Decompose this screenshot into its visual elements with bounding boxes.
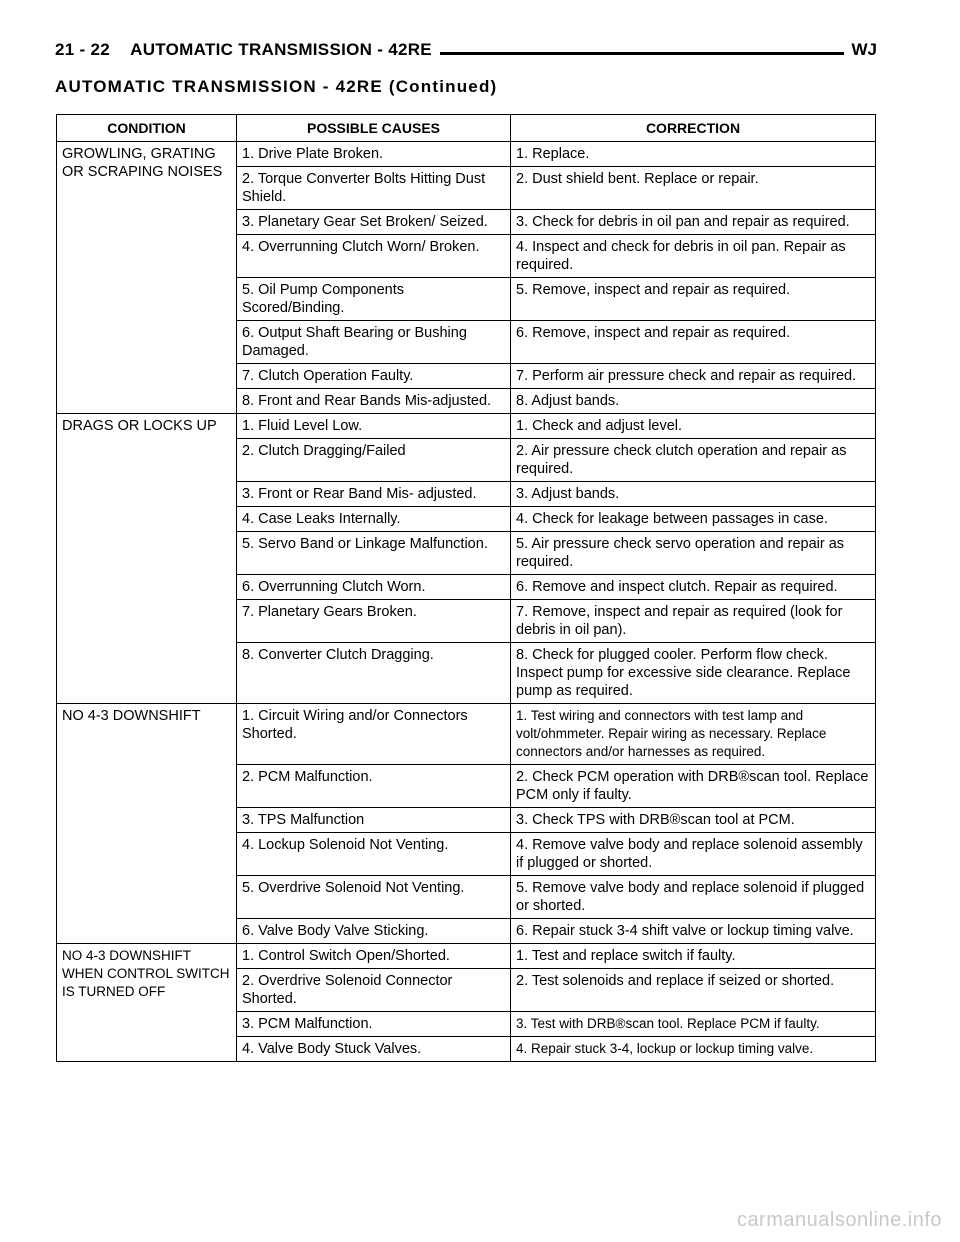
cause-cell: 7. Planetary Gears Broken. xyxy=(237,600,511,643)
header-title: AUTOMATIC TRANSMISSION - 42RE xyxy=(130,40,432,59)
header-model: WJ xyxy=(844,40,878,60)
correction-cell: 6. Remove and inspect clutch. Repair as required. xyxy=(511,575,876,600)
column-header-causes: POSSIBLE CAUSES xyxy=(237,115,511,142)
table-row xyxy=(57,944,876,969)
cause-cell: 6. Valve Body Valve Sticking. xyxy=(237,919,511,944)
correction-cell: 1. Check and adjust level. xyxy=(511,414,876,439)
table-row xyxy=(57,142,876,167)
correction-cell: 8. Adjust bands. xyxy=(511,389,876,414)
diagnosis-table xyxy=(56,114,876,1062)
correction-cell: 6. Repair stuck 3-4 shift valve or lockup timing valve. xyxy=(511,919,876,944)
page-number: 21 - 22 xyxy=(55,40,111,59)
correction-cell: 2. Check PCM operation with DRB®scan tool. Replace PCM only if faulty. xyxy=(511,765,876,808)
correction-cell: 7. Remove, inspect and repair as required (look for debris in oil pan). xyxy=(511,600,876,643)
correction-cell: 1. Replace. xyxy=(511,142,876,167)
cause-cell: 1. Control Switch Open/Shorted. xyxy=(237,944,511,969)
correction-cell: 2. Test solenoids and replace if seized or shorted. xyxy=(511,969,876,1012)
cause-cell: 5. Oil Pump Components Scored/Binding. xyxy=(237,278,511,321)
condition-cell: NO 4-3 DOWNSHIFT xyxy=(57,704,237,944)
correction-cell: 3. Check TPS with DRB®scan tool at PCM. xyxy=(511,808,876,833)
correction-cell: 8. Check for plugged cooler. Perform flow check. Inspect pump for excessive side clearance. Replace pump as required. xyxy=(511,643,876,704)
column-header-correction: CORRECTION xyxy=(511,115,876,142)
cause-cell: 7. Clutch Operation Faulty. xyxy=(237,364,511,389)
cause-cell: 5. Servo Band or Linkage Malfunction. xyxy=(237,532,511,575)
cause-cell: 2. PCM Malfunction. xyxy=(237,765,511,808)
condition-cell: NO 4-3 DOWNSHIFT WHEN CONTROL SWITCH IS TURNED OFF xyxy=(57,944,237,1062)
cause-cell: 4. Case Leaks Internally. xyxy=(237,507,511,532)
table-header-row xyxy=(57,115,876,142)
correction-cell: 2. Dust shield bent. Replace or repair. xyxy=(511,167,876,210)
cause-cell: 8. Front and Rear Bands Mis-adjusted. xyxy=(237,389,511,414)
correction-cell: 5. Air pressure check servo operation and repair as required. xyxy=(511,532,876,575)
cause-cell: 3. Planetary Gear Set Broken/ Seized. xyxy=(237,210,511,235)
correction-cell: 2. Air pressure check clutch operation and repair as required. xyxy=(511,439,876,482)
correction-cell: 3. Test with DRB®scan tool. Replace PCM if faulty. xyxy=(511,1012,876,1037)
correction-cell: 6. Remove, inspect and repair as required. xyxy=(511,321,876,364)
section-title: AUTOMATIC TRANSMISSION - 42RE (Continued) xyxy=(55,77,498,96)
correction-cell: 7. Perform air pressure check and repair as required. xyxy=(511,364,876,389)
cause-cell: 2. Torque Converter Bolts Hitting Dust Shield. xyxy=(237,167,511,210)
table-row xyxy=(57,704,876,765)
correction-cell: 1. Test wiring and connectors with test lamp and volt/ohmmeter. Repair wiring as necessary. Replace connectors and/or harnesses as required. xyxy=(511,704,876,765)
cause-cell: 2. Clutch Dragging/Failed xyxy=(237,439,511,482)
cause-cell: 1. Fluid Level Low. xyxy=(237,414,511,439)
cause-cell: 5. Overdrive Solenoid Not Venting. xyxy=(237,876,511,919)
correction-cell: 4. Check for leakage between passages in case. xyxy=(511,507,876,532)
correction-cell: 5. Remove, inspect and repair as required. xyxy=(511,278,876,321)
page-header xyxy=(55,40,877,66)
cause-cell: 6. Overrunning Clutch Worn. xyxy=(237,575,511,600)
correction-cell: 4. Remove valve body and replace solenoid assembly if plugged or shorted. xyxy=(511,833,876,876)
cause-cell: 3. PCM Malfunction. xyxy=(237,1012,511,1037)
cause-cell: 6. Output Shaft Bearing or Bushing Damaged. xyxy=(237,321,511,364)
header-left xyxy=(55,40,440,60)
table-row xyxy=(57,414,876,439)
cause-cell: 1. Drive Plate Broken. xyxy=(237,142,511,167)
cause-cell: 3. Front or Rear Band Mis- adjusted. xyxy=(237,482,511,507)
cause-cell: 1. Circuit Wiring and/or Connectors Shorted. xyxy=(237,704,511,765)
correction-cell: 4. Inspect and check for debris in oil pan. Repair as required. xyxy=(511,235,876,278)
correction-cell: 3. Adjust bands. xyxy=(511,482,876,507)
correction-cell: 4. Repair stuck 3-4, lockup or lockup timing valve. xyxy=(511,1037,876,1062)
cause-cell: 4. Overrunning Clutch Worn/ Broken. xyxy=(237,235,511,278)
correction-cell: 5. Remove valve body and replace solenoid if plugged or shorted. xyxy=(511,876,876,919)
cause-cell: 2. Overdrive Solenoid Connector Shorted. xyxy=(237,969,511,1012)
condition-cell: GROWLING, GRATING OR SCRAPING NOISES xyxy=(57,142,237,414)
table-body xyxy=(57,142,876,1062)
column-header-condition: CONDITION xyxy=(57,115,237,142)
correction-cell: 1. Test and replace switch if faulty. xyxy=(511,944,876,969)
cause-cell: 8. Converter Clutch Dragging. xyxy=(237,643,511,704)
watermark: carmanualsonline.info xyxy=(736,1209,942,1231)
condition-cell: DRAGS OR LOCKS UP xyxy=(57,414,237,704)
cause-cell: 3. TPS Malfunction xyxy=(237,808,511,833)
cause-cell: 4. Lockup Solenoid Not Venting. xyxy=(237,833,511,876)
cause-cell: 4. Valve Body Stuck Valves. xyxy=(237,1037,511,1062)
correction-cell: 3. Check for debris in oil pan and repair as required. xyxy=(511,210,876,235)
